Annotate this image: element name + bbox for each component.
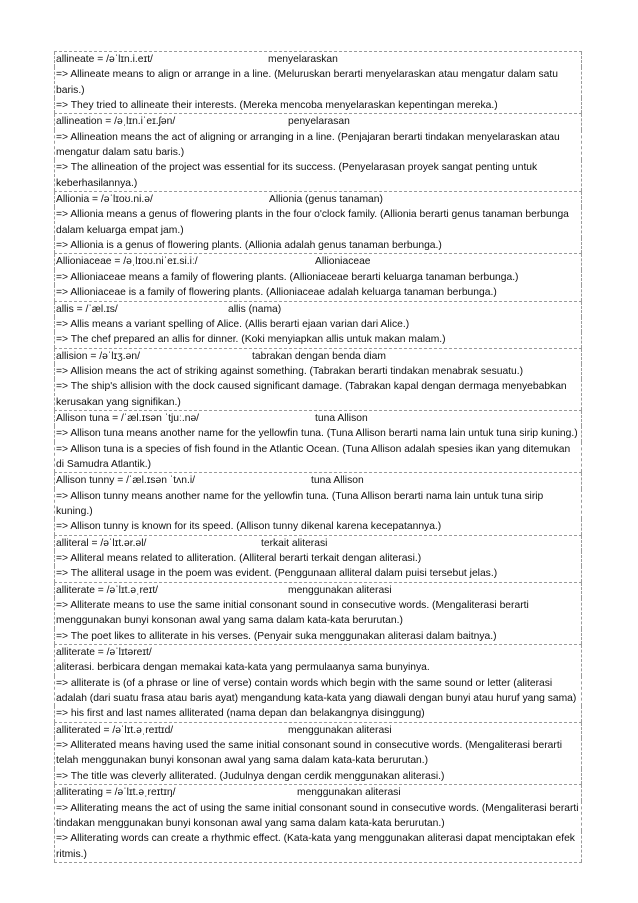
- translation: menggunakan aliterasi: [288, 584, 392, 596]
- translation: menyelaraskan: [268, 54, 338, 65]
- entry-line: => Alliterating means the act of using the same initial consonant sound in consecutive words. (Mengaliterasi berarti tindakan menggunakan bunyi konsonan awal yang sama dalam kata-kata berurutan.): [54, 801, 582, 832]
- headword: alliterated = /əˈlɪt.əˌreɪtɪd/: [56, 724, 174, 736]
- entry-line: => Alliteral means related to alliteration. (Alliteral berarti terkait dengan aliterasi.): [54, 551, 582, 566]
- entry-line: => Allison tunny is known for its speed. (Allison tunny dikenal karena kecepatannya.): [54, 519, 582, 534]
- entry-headword-row: [54, 411, 582, 426]
- entry-line: => They tried to allineate their interests. (Mereka mencoba menyelaraskan kepentingan mereka.): [54, 98, 582, 113]
- entry-line: => Allison tunny means another name for the yellowfin tuna. (Tuna Allison berarti nama lain untuk tuna sirip kuning.): [54, 489, 582, 520]
- entry-line: => The alliteral usage in the poem was evident. (Penggunaan alliteral dalam puisi tersebut jelas.): [54, 566, 582, 581]
- entry-line: => Allis means a variant spelling of Alice. (Allis berarti ejaan varian dari Alice.): [54, 317, 582, 332]
- entry-headword-row: [54, 192, 582, 207]
- entry-line: => Allionia is a genus of flowering plants. (Allionia adalah genus tanaman berbunga.): [54, 238, 582, 253]
- translation: tuna Allison: [315, 412, 368, 424]
- entry-headword-row: [54, 349, 582, 364]
- entry-headword-row: [54, 583, 582, 598]
- entry-line: => Allison tuna means another name for the yellowfin tuna. (Tuna Allison berarti nama lain untuk tuna sirip kuning.): [54, 426, 582, 441]
- entry: [54, 582, 582, 644]
- entry: [54, 784, 582, 863]
- headword: Allioniaceae = /əˌlɪoʊ.niˈeɪ.si.iː/: [56, 256, 198, 268]
- headword: alliterate = /əˈlɪtəreɪt/: [56, 647, 152, 659]
- entry: [54, 301, 582, 348]
- entry-line: => The poet likes to alliterate in his verses. (Penyair suka menggunakan aliterasi dalam baitnya.): [54, 629, 582, 644]
- entry-headword-row: [54, 52, 582, 67]
- entry: [54, 191, 582, 253]
- entry: [54, 410, 582, 472]
- headword: Allison tuna = /ˈæl.ɪsən ˈtjuː.nə/: [56, 412, 200, 424]
- entry-headword-row: [54, 785, 582, 800]
- entry-line: => Alliterated means having used the same initial consonant sound in consecutive words. (Mengaliterasi berarti telah menggunakan bunyi konsonan awal yang sama dalam kata-kata berurutan.): [54, 738, 582, 769]
- entry: [54, 472, 582, 534]
- entry-line: => Allison tuna is a species of fish found in the Atlantic Ocean. (Tuna Allison adalah spesies ikan yang ditemukan di Samudra Atlantik.): [54, 442, 582, 473]
- entry-line: => The ship's allision with the dock caused significant damage. (Tabrakan kapal dengan dermaga menyebabkan kerusakan yang signifikan.): [54, 379, 582, 410]
- translation: menggunakan aliterasi: [288, 724, 392, 736]
- entry-line: => Alliterate means to use the same initial consonant sound in consecutive words. (Mengaliterasi berarti menggunakan bunyi konsonan awal yang sama dalam kata-kata berurutan.): [54, 598, 582, 629]
- entry-line: => Allineation means the act of aligning or arranging in a line. (Penjajaran berarti tindakan menyelaraskan atau mengatur dalam satu baris.): [54, 130, 582, 161]
- translation: allis (nama): [228, 303, 282, 315]
- entry-line: => alliterate is (of a phrase or line of verse) contain words which begin with the same sound or letter (aliterasi adalah (dari suatu frasa atau baris ayat) mengandung kata-kata yang diawali dengan bunyi atau huruf yang sama): [54, 676, 582, 707]
- entry-line: => Allineate means to align or arrange in a line. (Meluruskan berarti menyelaraskan atau mengatur dalam satu baris.): [54, 67, 582, 98]
- entry: [54, 644, 582, 722]
- headword: allineate = /əˈlɪn.i.eɪt/: [56, 54, 153, 65]
- entry-line: => Allioniaceae is a family of flowering plants. (Allioniaceae adalah keluarga tanaman berbunga.): [54, 285, 582, 300]
- entry-line: => his first and last names alliterated (nama depan dan belakangnya disinggung): [54, 706, 582, 721]
- translation: terkait aliterasi: [261, 537, 328, 549]
- entry-headword-row: [54, 254, 582, 269]
- headword: allis = /ˈæl.ɪs/: [56, 303, 118, 315]
- headword: allineation = /əˌlɪn.iˈeɪ.ʃən/: [56, 116, 176, 128]
- translation: aliterasi. berbicara dengan memakai kata-kata yang permulaanya sama bunyinya.: [56, 662, 430, 674]
- headword: alliteral = /əˈlɪt.ər.əl/: [56, 537, 147, 549]
- headword: Allionia = /əˈlɪoʊ.ni.ə/: [56, 194, 153, 206]
- headword: alliterate = /əˈlɪt.əˌreɪt/: [56, 584, 159, 596]
- translation: penyelarasan: [288, 116, 350, 128]
- entry-headword-row: [54, 536, 582, 551]
- headword: alliterating = /əˈlɪt.əˌreɪtɪŋ/: [56, 787, 176, 799]
- entry-headword-row: [54, 473, 582, 488]
- dictionary-page: [54, 51, 582, 863]
- entry: [54, 535, 582, 582]
- entry-headword-row: [54, 645, 582, 676]
- entry: [54, 348, 582, 410]
- entry-line: => The chef prepared an allis for dinner. (Koki menyiapkan allis untuk makan malam.): [54, 332, 582, 347]
- entry: [54, 51, 582, 113]
- translation: tabrakan dengan benda diam: [252, 350, 386, 362]
- entry-headword-row: [54, 723, 582, 738]
- entry: [54, 113, 582, 191]
- entry: [54, 722, 582, 784]
- translation: Allionia (genus tanaman): [269, 194, 383, 206]
- translation: menggunakan aliterasi: [297, 787, 401, 799]
- entry: [54, 253, 582, 300]
- entry-headword-row: [54, 302, 582, 317]
- entry-line: => Alliterating words can create a rhythmic effect. (Kata-kata yang menggunakan aliterasi dapat menciptakan efek ritmis.): [54, 831, 582, 862]
- entry-line: => The allineation of the project was essential for its success. (Penyelarasan proyek sangat penting untuk keberhasilannya.): [54, 160, 582, 191]
- headword: Allison tunny = /ˈæl.ɪsən ˈtʌn.i/: [56, 475, 196, 487]
- entry-line: => Allionia means a genus of flowering plants in the four o'clock family. (Allionia berarti genus tanaman berbunga dalam keluarga empat jam.): [54, 207, 582, 238]
- entry-headword-row: [54, 114, 582, 129]
- translation: tuna Allison: [311, 475, 364, 487]
- entry-line: => Allioniaceae means a family of flowering plants. (Allioniaceae berarti keluarga tanaman berbunga.): [54, 270, 582, 285]
- headword: allision = /əˈlɪʒ.ən/: [56, 350, 140, 362]
- entry-line: => Allision means the act of striking against something. (Tabrakan berarti tindakan menabrak sesuatu.): [54, 364, 582, 379]
- entry-line: => The title was cleverly alliterated. (Judulnya dengan cerdik menggunakan aliterasi.): [54, 769, 582, 784]
- translation: Allioniaceae: [315, 256, 371, 268]
